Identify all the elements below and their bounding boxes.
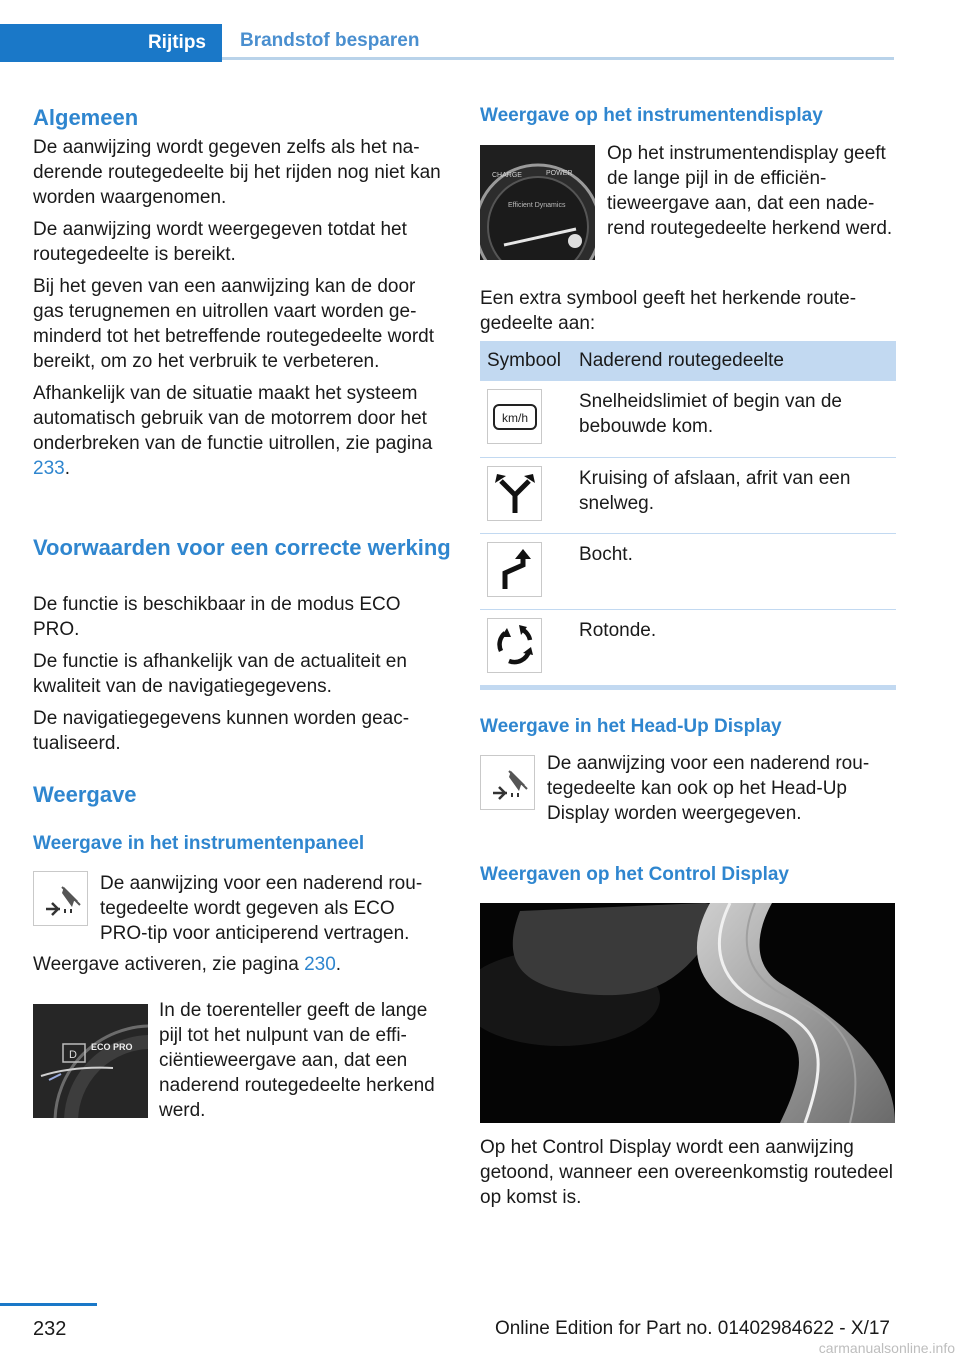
paragraph-text: . [64,458,70,479]
paragraph: De navigatiegegevens kunnen worden geactualiseerd. [33,708,410,754]
table-row [480,533,896,609]
table-cell-text: Rotonde. [572,609,896,685]
table-bottom-rule [480,685,896,690]
eco-pro-tip-icon [33,871,88,926]
eco-gear-label: D [69,1049,77,1061]
symbol-table [480,341,896,686]
heading-weergave: Weergave [33,782,137,807]
paragraph: In de toerenteller geeft de lange pijl tot het nulpunt van de efficiëntieweergave aan, dat een naderend routegedeelte herkend werd. [159,1000,435,1121]
gauge-charge-label: CHARGE [492,172,522,179]
heading-algemeen: Algemeen [33,105,139,130]
paragraph-text: Afhankelijk van de situatie maakt het systeem automatisch gebruik van de motorrem door het onderbreken van de functie uitrollen, zie pagina [33,383,433,454]
table-cell-icon [480,381,572,457]
speed-limit-kmh-icon [487,389,542,444]
headup-text [547,751,895,833]
paragraph: Bij het geven van een aanwijzing kan de door gas terugnemen en uitrollen vaart worden geminderd tot het betreffende routegedeelte wordt bereikt, om zo het verbruik te verbeteren. [33,276,435,372]
instrumentendisplay-text [607,141,895,248]
heading-control-display: Weergaven op het Control Display [480,864,789,885]
page-link-230[interactable]: 230 [304,954,336,975]
section-voorwaarden-body [33,592,451,763]
kmh-icon-text: km/h [501,410,528,425]
paragraph-text: . [335,954,342,975]
footer-rule [0,1303,97,1306]
activeren-line [33,952,451,984]
table-cell-icon [480,609,572,685]
table-row [480,457,896,533]
paragraph: De aanwijzing wordt weergegeven totdat het routegedeelte is bereikt. [33,219,407,265]
paragraph: Op het Control Display wordt een aanwijzing getoond, wanneer een overeenkomstig routedeel op komst is. [480,1137,894,1208]
gauge-power-label: POWER [546,170,573,177]
paragraph: De functie is afhankelijk van de actualiteit en kwaliteit van de navigatiegegevens. [33,651,407,697]
table-cell-icon [480,533,572,609]
section-tab-brandstof[interactable] [222,24,894,60]
toerenteller-text [159,998,449,1130]
heading-headup-display: Weergave in het Head-Up Display [480,716,782,737]
table-header-routegedeelte: Naderend routegedeelte [572,341,896,381]
table-header-row [480,341,896,381]
table-cell-text: Bocht. [572,533,896,609]
paragraph: De aanwijzing voor een naderend routegedeelte wordt gegeven als ECO PRO-tip voor anticiperend vertragen. [100,873,423,944]
paragraph [33,952,451,977]
table-row [480,381,896,457]
table-row [480,609,896,685]
control-display-text [480,1135,896,1217]
extra-symbool-text [480,286,896,343]
paragraph-text: Weergave activeren, zie pagina [33,954,305,975]
gauge-efficiency-label: Efficient Dynamics [508,202,566,209]
heading-voorwaarden: Voorwaarden voor een correcte werking [33,535,451,560]
curve-arrow-icon [487,542,542,597]
paragraph: De aanwijzing voor een naderend routegedeelte kan ook op het Head-Up Display worden weergegeven. [547,753,870,824]
instrumentenpaneel-text [100,871,445,953]
section-tab-label: Rijtips [147,32,206,53]
table-cell-text: Snelheidslimiet of begin van de bebouwde kom. [572,381,896,457]
junction-fork-icon [487,466,542,521]
page-number: 232 [33,1318,67,1340]
section-tab-rijtips[interactable] [0,24,222,62]
headup-eco-tip-icon [480,755,535,810]
paragraph: De aanwijzing wordt gegeven zelfs als het naderende routegedeelte bij het rijden nog niet kan worden waargenomen. [33,137,441,208]
table-cell-icon [480,457,572,533]
paragraph: Een extra symbool geeft het herkende routegedeelte aan: [480,288,857,334]
eco-pro-label: ECO PRO [91,1042,133,1052]
roundabout-icon [487,618,542,673]
table-header-symbool: Symbool [480,341,572,381]
section-algemeen-body [33,135,451,488]
paragraph [33,381,451,481]
heading-instrumentenpaneel: Weergave in het instrumentenpaneel [33,833,365,854]
section-tab-label: Brandstof besparen [240,29,420,51]
page-link-233[interactable]: 233 [33,458,65,479]
heading-instrumentendisplay: Weergave op het instrumentendisplay [480,105,823,126]
efficiency-gauge-image [480,145,595,260]
control-display-road-image [480,903,895,1123]
paragraph: Op het instrumentendisplay geeft de lange pijl in de efficiëntieweergave aan, dat een naderend routegedeelte herkend werd. [607,143,893,239]
table-cell-text: Kruising of afslaan, afrit van een snelweg. [572,457,896,533]
paragraph: De functie is beschikbaar in de modus ECO PRO. [33,594,401,640]
edition-text: Online Edition for Part no. 01402984622 - X/17 [494,1318,890,1339]
eco-pro-tachometer-image [33,1004,148,1118]
watermark: carmanualsonline.info [818,1340,955,1356]
